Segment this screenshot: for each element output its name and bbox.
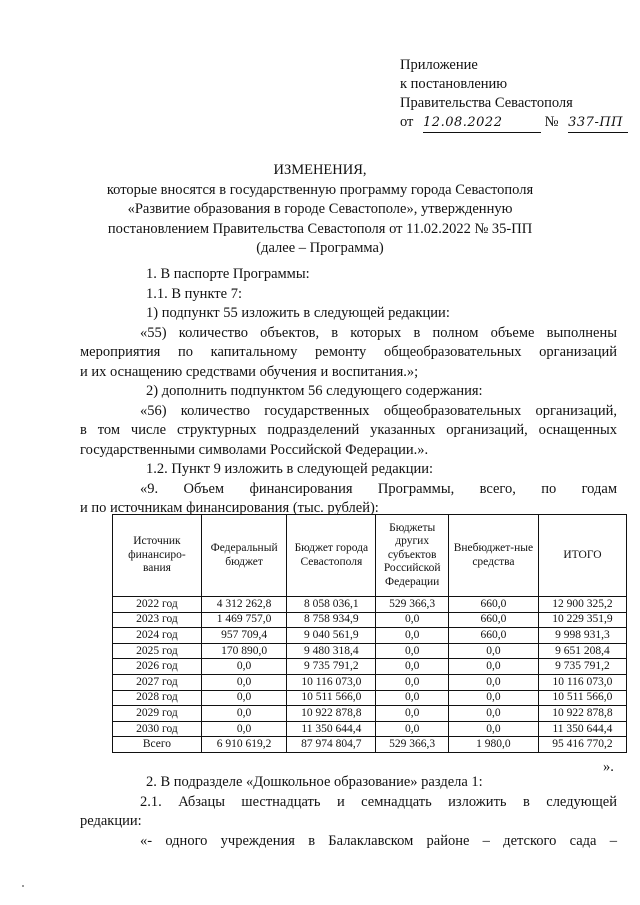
table-row [113,690,627,706]
cell-city: 8 058 036,1 [287,597,376,613]
cell-other: 0,0 [376,643,449,659]
cell-other: 0,0 [376,612,449,628]
cell-year: 2023 год [113,612,202,628]
quote-9-line-1: «9. Объем финансирования Программы, всего, по годам [140,480,617,497]
cell-total: 10 511 566,0 [538,690,626,706]
cell-total: 10 229 351,9 [538,612,626,628]
financing-table [112,514,627,753]
cell-other: 0,0 [376,706,449,722]
cell-year: Всего [113,737,202,753]
cell-other: 0,0 [376,674,449,690]
cell-city: 10 116 073,0 [287,674,376,690]
cell-other: 529 366,3 [376,597,449,613]
cell-city: 9 040 561,9 [287,628,376,644]
table-row [113,659,627,675]
from-label: от [400,114,414,130]
cell-total: 95 416 770,2 [538,737,626,753]
cell-federal: 957 709,4 [201,628,286,644]
table-row [113,721,627,737]
quote-55-line-2: мероприятия по капитальному ремонту общеобразовательных организаций [80,344,617,360]
table-row [113,597,627,613]
cell-city: 87 974 804,7 [287,737,376,753]
cell-year: 2024 год [113,628,202,644]
cell-federal: 0,0 [201,659,286,675]
cell-total: 9 998 931,3 [538,628,626,644]
cell-other: 529 366,3 [376,737,449,753]
table-header-row [113,515,627,597]
section-1-1: 1.1. В пункте 7: [146,285,242,302]
cell-extra: 0,0 [448,659,538,675]
quote-closing: ». [603,759,614,775]
cell-other: 0,0 [376,628,449,644]
table-row-total [113,737,627,753]
section-1-2: 1.2. Пункт 9 изложить в следующей редакции: [146,461,434,477]
cell-extra: 660,0 [448,597,538,613]
table-row [113,643,627,659]
cell-other: 0,0 [376,721,449,737]
title-line-1: ИЗМЕНЕНИЯ, [273,162,367,178]
cell-federal: 6 910 619,2 [201,737,286,753]
header-source: Источник финансиро-вания [113,515,202,597]
appendix-line-1: Приложение [400,57,478,73]
cell-extra: 0,0 [448,674,538,690]
header-city-budget: Бюджет города Севастополя [287,515,376,597]
body-text-top [80,265,617,519]
cell-city: 8 758 934,9 [287,612,376,628]
header-total: ИТОГО [538,515,626,597]
appendix-date-number [400,113,628,133]
cell-total: 10 116 073,0 [538,674,626,690]
title-line-2: которые вносятся в государственную программу города Севастополя [106,181,534,198]
cell-city: 10 922 878,8 [287,706,376,722]
cell-total: 10 922 878,8 [538,706,626,722]
table-row [113,706,627,722]
table-row [113,628,627,644]
cell-extra: 0,0 [448,690,538,706]
quote-9-line-2: и по источникам финансирования (тыс. рублей): [80,500,379,516]
quote-55-line-1: «55) количество объектов, в которых в полном объеме выполнены [140,324,617,341]
cell-federal: 0,0 [201,674,286,690]
quote-56-line-2: в том числе структурных подразделений указанных организаций, оснащенных [80,422,617,438]
cell-federal: 4 312 262,8 [201,597,286,613]
title-line-4: постановлением Правительства Севастополя от 11.02.2022 № 35-ПП [107,220,533,237]
scan-speck [22,885,24,887]
appendix-block [400,56,628,133]
section-2: 2. В подразделе «Дошкольное образование» раздела 1: [146,774,483,790]
cell-federal: 0,0 [201,721,286,737]
cell-extra: 0,0 [448,706,538,722]
cell-extra: 0,0 [448,721,538,737]
cell-federal: 1 469 757,0 [201,612,286,628]
appendix-line-3: Правительства Севастополя [400,95,573,111]
cell-year: 2025 год [113,643,202,659]
table-row [113,674,627,690]
cell-year: 2028 год [113,690,202,706]
cell-total: 12 900 325,2 [538,597,626,613]
header-federal: Федеральный бюджет [201,515,286,597]
cell-year: 2022 год [113,597,202,613]
handwritten-date: 12.08.2022 [423,115,503,130]
header-extra-budget: Внебюджет-ные средства [448,515,538,597]
section-2-1-line-1: 2.1. Абзацы шестнадцать и семнадцать изложить в следующей [140,793,617,810]
cell-year: 2030 год [113,721,202,737]
cell-city: 9 735 791,2 [287,659,376,675]
cell-federal: 170 890,0 [201,643,286,659]
cell-city: 11 350 644,4 [287,721,376,737]
quote-56-line-1: «56) количество государственных общеобразовательных организаций, [140,402,617,419]
cell-extra: 0,0 [448,643,538,659]
title-line-3: «Развитие образования в городе Севастополе», утвержденную [127,201,513,217]
document-title [0,161,640,259]
appendix-line-2: к постановлению [400,76,508,92]
cell-total: 11 350 644,4 [538,721,626,737]
item-1: 1) подпункт 55 изложить в следующей редакции: [146,305,450,321]
body-text-bottom [80,773,617,851]
cell-city: 9 480 318,4 [287,643,376,659]
quote-56-line-3: государственными символами Российской Федерации.». [80,441,429,458]
handwritten-number: 337-ПП [568,115,624,130]
cell-extra: 1 980,0 [448,737,538,753]
cell-year: 2026 год [113,659,202,675]
cell-extra: 660,0 [448,628,538,644]
quote-55-line-3: и их оснащению средствами обучения и воспитания.»; [80,363,419,380]
title-line-5: (далее – Программа) [256,240,384,256]
cell-total: 9 735 791,2 [538,659,626,675]
cell-city: 10 511 566,0 [287,690,376,706]
last-line: «- одного учреждения в Балаклавском районе – детского сада – [140,832,617,849]
cell-other: 0,0 [376,690,449,706]
section-2-1-line-2: редакции: [80,813,142,829]
cell-year: 2029 год [113,706,202,722]
cell-federal: 0,0 [201,690,286,706]
item-2: 2) дополнить подпунктом 56 следующего содержания: [146,383,483,399]
cell-year: 2027 год [113,674,202,690]
number-label: № [544,114,559,130]
section-1: 1. В паспорте Программы: [146,266,310,282]
cell-federal: 0,0 [201,706,286,722]
header-other-subjects: Бюджеты других субъектов Российской Федерации [376,515,449,597]
table-row [113,612,627,628]
cell-extra: 660,0 [448,612,538,628]
cell-other: 0,0 [376,659,449,675]
cell-total: 9 651 208,4 [538,643,626,659]
